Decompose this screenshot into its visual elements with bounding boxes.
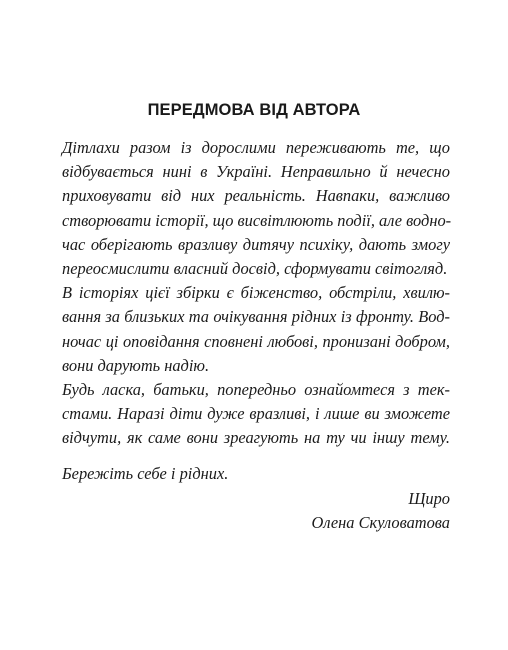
text-line: ночас ці оповідання сповнені любові, пронизані добром, (62, 331, 450, 351)
text-line: відчути, як саме вони зреагують на ту чи іншу тему. (62, 428, 450, 448)
text-line: переосмислити власний досвід, сформувати світогляд. (62, 258, 448, 278)
text-line: відбувається нині в Україні. Неправильно й нечесно (62, 162, 450, 182)
text-line: вання за близьких та очікування рідних із фронту. Вод- (62, 307, 450, 327)
preface-body (62, 136, 450, 535)
text-line: Будь ласка, батьки, попередньо ознайомтеся з тек- (62, 379, 450, 399)
text-line: вони дарують надію. (62, 355, 210, 375)
text-line: приховувати від них реальність. Навпаки, важливо (62, 186, 450, 206)
text-line: Дітлахи разом із дорослими переживають те, що (62, 138, 450, 157)
paragraph-3 (62, 378, 450, 451)
text-line: В історіях цієї збірки є біженство, обстріли, хвилю- (62, 283, 450, 303)
paragraph-1 (62, 136, 450, 281)
page-title: ПЕРЕДМОВА ВІД АВТОРА (147, 101, 361, 119)
text-line: стами. Наразі діти дуже вразливі, і лише ви зможете (62, 404, 450, 424)
text-line: створювати історії, що висвітлюють події, але водно- (62, 210, 452, 230)
text-line: час оберігають вразливу дитячу психіку, дають змогу (62, 234, 450, 254)
signature-author: Олена Скуловатова (311, 512, 450, 532)
paragraph-2 (62, 281, 450, 378)
closing-line: Бережіть себе і рідних. (62, 464, 229, 484)
spacer (62, 450, 450, 462)
signature-greeting: Щиро (408, 488, 450, 508)
